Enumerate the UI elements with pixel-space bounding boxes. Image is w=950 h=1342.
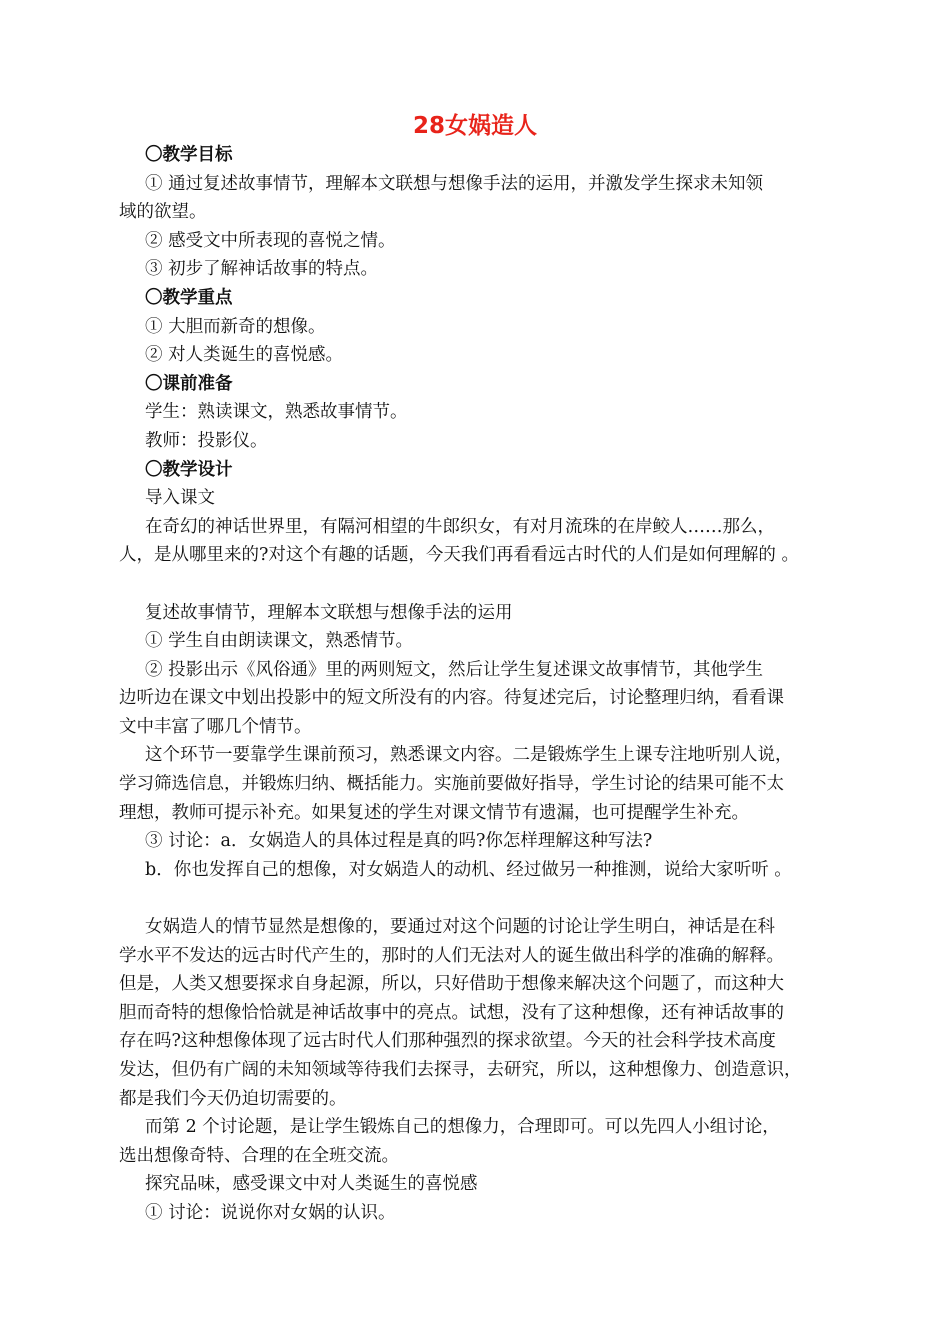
paragraph-line: 文中丰富了哪几个情节。: [119, 716, 312, 737]
paragraph-line: 选出想像奇特、合理的在全班交流。: [119, 1145, 399, 1166]
subheading-retell: 复述故事情节，理解本文联想与想像手法的运用: [145, 602, 513, 623]
paragraph-line: 存在吗?这种想像体现了远古时代人们那种强烈的探求欲望。今天的社会科学技术高度: [119, 1031, 776, 1052]
paragraph-line: ② 投影出示《风俗通》里的两则短文，然后让学生复述课文故事情节，其他学生: [145, 659, 764, 680]
paragraph-line: 理想，教师可提示补充。如果复述的学生对课文情节有遗漏，也可提醒学生补充。: [119, 802, 749, 823]
section-heading-design: 〇教学设计: [145, 459, 233, 480]
blank-line: [119, 570, 859, 599]
paragraph-line: 胆而奇特的想像恰恰就是神话故事中的亮点。试想，没有了这种想像，还有神话故事的: [119, 1002, 784, 1023]
paragraph-line: ② 对人类诞生的喜悦感。: [145, 345, 344, 366]
paragraph-line: 都是我们今天仍迫切需要的。: [119, 1088, 347, 1109]
paragraph-line: 这个环节一要靠学生课前预习，熟悉课文内容。二是锻炼学生上课专注地听别人说，: [145, 745, 793, 766]
paragraph-line: 而第 2 个讨论题，是让学生锻炼自己的想像力，合理即可。可以先四人小组讨论，: [145, 1117, 780, 1138]
paragraph-line: 学习筛选信息，并锻炼归纳、概括能力。实施前要做好指导，学生讨论的结果可能不太: [119, 774, 784, 795]
paragraph-line: b．你也发挥自己的想像，对女娲造人的动机、经过做另一种推测，说给大家听听 。: [145, 859, 792, 880]
document-body: [119, 141, 859, 1228]
paragraph-line: 女娲造人的情节显然是想像的，要通过对这个问题的讨论让学生明白，神话是在科: [145, 917, 775, 938]
paragraph-line: ③ 初步了解神话故事的特点。: [145, 259, 379, 280]
blank-line: [119, 884, 859, 913]
paragraph-line: 在奇幻的神话世界里，有隔河相望的牛郎织女，有对月流珠的在岸鲛人……那么，: [145, 516, 775, 537]
subheading-intro: 导入课文: [145, 488, 215, 509]
section-heading-goals: 〇教学目标: [145, 145, 233, 165]
paragraph-line: ① 学生自由朗读课文，熟悉情节。: [145, 631, 414, 652]
paragraph-line: 学水平不发达的远古时代产生的，那时的人们无法对人的诞生做出科学的准确的解释。: [119, 945, 784, 966]
paragraph-line: ① 大胆而新奇的想像。: [145, 316, 326, 337]
document-title: 28女娲造人: [412, 113, 537, 139]
paragraph-line: 边听边在课文中划出投影中的短文所没有的内容。待复述完后，讨论整理归纳，看看课: [119, 688, 784, 709]
paragraph-line: 但是，人类又想要探求自身起源，所以，只好借助于想像来解决这个问题了，而这种大: [119, 974, 784, 995]
paragraph-line: ① 通过复述故事情节，理解本文联想与想像手法的运用，并激发学生探求未知领: [145, 173, 764, 194]
paragraph-line: 学生：熟读课文，熟悉故事情节。: [145, 402, 408, 423]
subheading-explore: 探究品味，感受课文中对人类诞生的喜悦感: [145, 1174, 478, 1195]
paragraph-line: 人，是从哪里来的?对这个有趣的话题，今天我们再看看远古时代的人们是如何理解的 。: [119, 545, 799, 566]
paragraph-line: 教师：投影仪。: [145, 430, 268, 451]
paragraph-line: 发达，但仍有广阔的未知领域等待我们去探寻，去研究，所以，这种想像力、创造意识，: [119, 1060, 802, 1080]
paragraph-line: ② 感受文中所表现的喜悦之情。: [145, 230, 396, 251]
paragraph-line: ③ 讨论：a．女娲造人的具体过程是真的吗?你怎样理解这种写法?: [145, 831, 653, 852]
paragraph-line: 域的欲望。: [119, 202, 207, 223]
paragraph-line: ① 讨论：说说你对女娲的认识。: [145, 1202, 396, 1223]
section-heading-key-points: 〇教学重点: [145, 287, 233, 308]
section-heading-preparation: 〇课前准备: [145, 373, 233, 394]
